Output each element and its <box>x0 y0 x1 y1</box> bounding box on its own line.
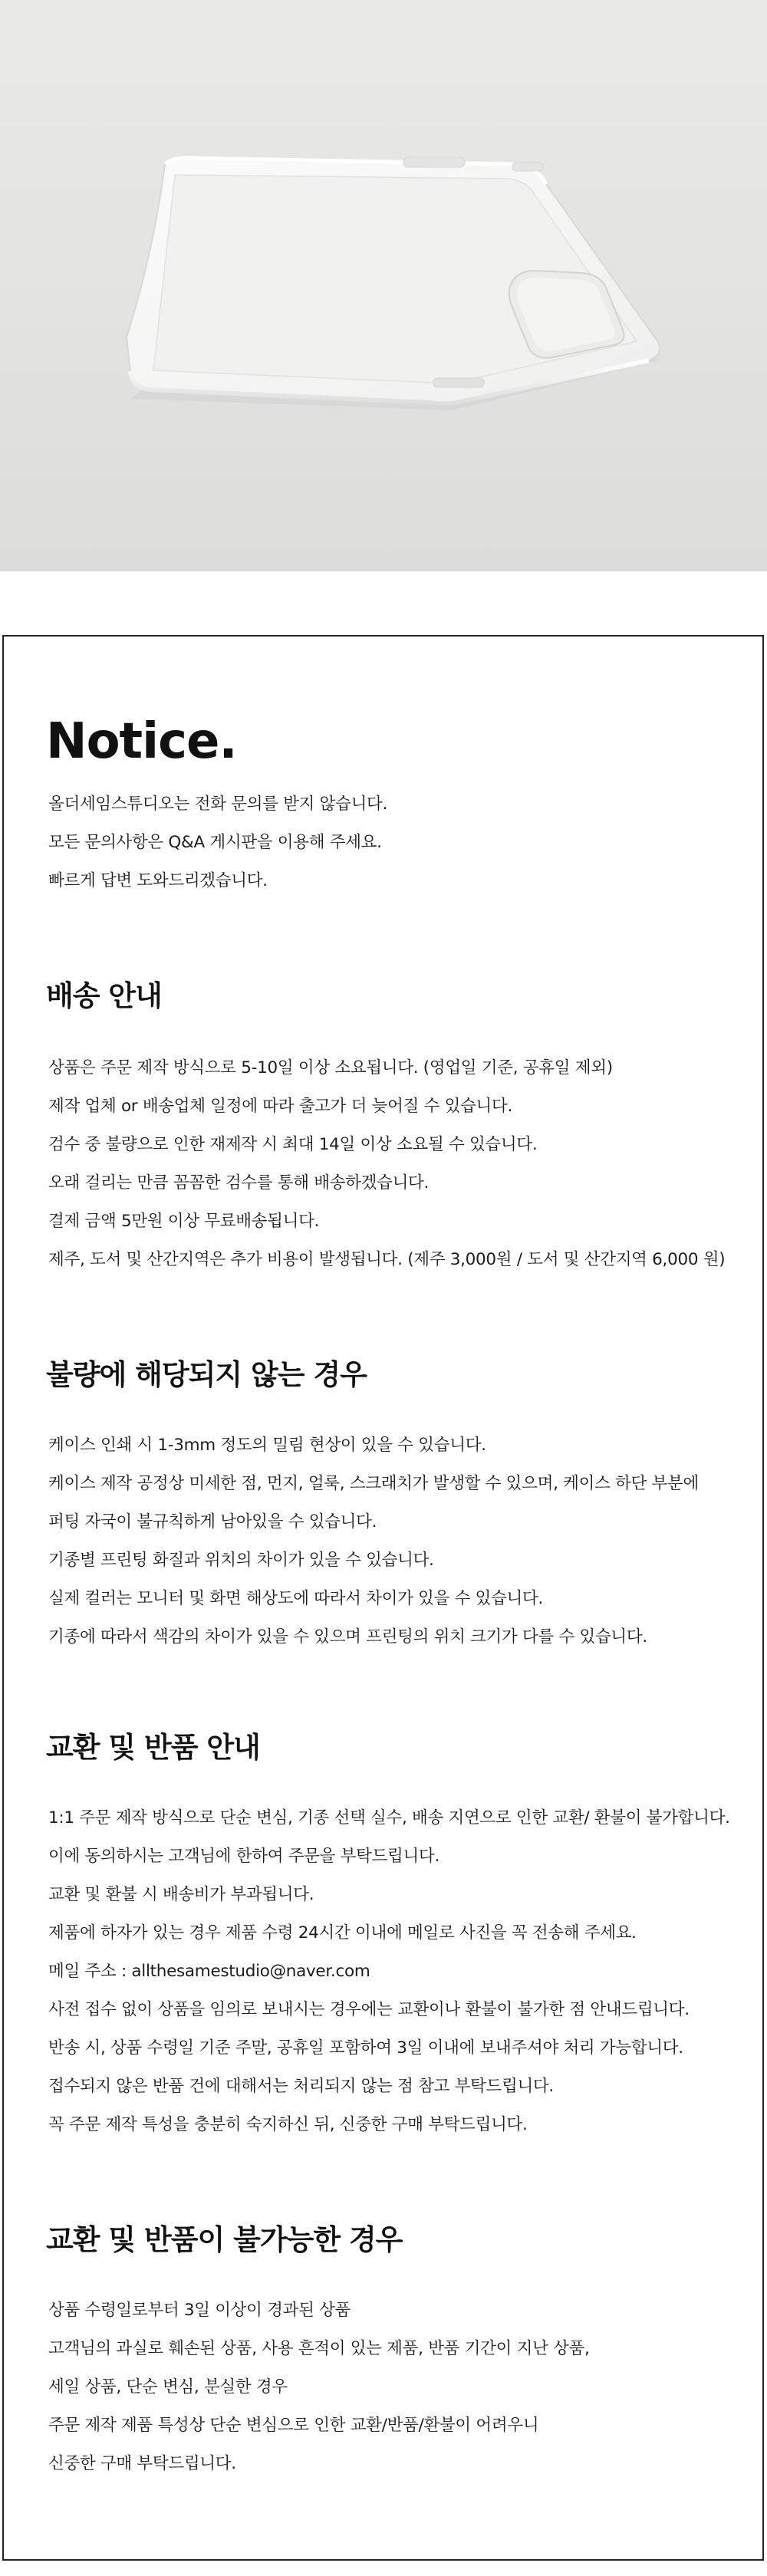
no-return-list <box>48 2291 590 2483</box>
shipping-line: 제작 업체 or 배송업체 일정에 따라 출고가 더 늦어질 수 있습니다. <box>48 1097 512 1116</box>
exchange-line: 사전 접수 없이 상품을 임의로 보내시는 경우에는 교환이나 환불이 불가한 점 안내드립니다. <box>48 2000 690 2019</box>
exchange-line: 메일 주소 : allthesamestudio@naver.com <box>48 1962 370 1981</box>
shipping-title: 배송 안내 <box>46 979 162 1012</box>
not-defect-title: 불량에 해당되지 않는 경우 <box>46 1358 367 1391</box>
not-defect-line: 케이스 제작 공정상 미세한 점, 먼지, 얼룩, 스크래치가 발생할 수 있으며, 케이스 하단 부분에 <box>48 1474 699 1493</box>
no-return-line: 고객님의 과실로 훼손된 상품, 사용 흔적이 있는 제품, 반품 기간이 지난 상품, <box>48 2339 590 2358</box>
intro-line: 모든 문의사항은 Q&A 게시판을 이용해 주세요. <box>48 833 382 852</box>
shipping-line: 상품은 주문 제작 방식으로 5-10일 이상 소요됩니다. (영업일 기준, 공휴일 제외) <box>48 1058 613 1077</box>
no-return-line: 상품 수령일로부터 3일 이상이 경과된 상품 <box>48 2301 351 2320</box>
not-defect-line: 실제 컬러는 모니터 및 화면 해상도에 따라서 차이가 있을 수 있습니다. <box>48 1589 544 1608</box>
not-defect-line: 기종별 프린팅 화질과 위치의 차이가 있을 수 있습니다. <box>48 1551 434 1570</box>
notice-title: Notice. <box>46 713 237 770</box>
notice-panel <box>2 635 764 2561</box>
shipping-line: 검수 중 불량으로 인한 재제작 시 최대 14일 이상 소요될 수 있습니다. <box>48 1135 538 1154</box>
notice-intro <box>48 785 387 900</box>
not-defect-line: 기종에 따라서 색감의 차이가 있을 수 있으며 프린팅의 위치 크기가 다를 수 있습니다. <box>48 1627 647 1647</box>
exchange-line: 이에 동의하시는 고객님에 한하여 주문을 부탁드립니다. <box>48 1847 439 1866</box>
intro-line: 올더세임스튜디오는 전화 문의를 받지 않습니다. <box>48 795 388 814</box>
exchange-line: 접수되지 않은 반품 건에 대해서는 처리되지 않는 점 참고 부탁드립니다. <box>48 2077 554 2096</box>
not-defect-line: 퍼팅 자국이 불규칙하게 남아있을 수 있습니다. <box>48 1512 377 1531</box>
intro-line: 빠르게 답변 도와드리겠습니다. <box>48 871 268 890</box>
no-return-title: 교환 및 반품이 불가능한 경우 <box>46 2223 403 2256</box>
no-return-line: 세일 상품, 단순 변심, 분실한 경우 <box>48 2377 288 2397</box>
exchange-line: 반송 시, 상품 수령일 기준 주말, 공휴일 포함하여 3일 이내에 보내주셔야 처리 가능합니다. <box>48 2038 683 2058</box>
shipping-line: 결제 금액 5만원 이상 무료배송됩니다. <box>48 1212 320 1231</box>
exchange-line: 꼭 주문 제작 특성을 충분히 숙지하신 뒤, 신중한 구매 부탁드립니다. <box>48 2115 528 2134</box>
product-photo <box>0 0 767 571</box>
shipping-line: 제주, 도서 및 산간지역은 추가 비용이 발생됩니다. (제주 3,000원 / 도서 및 산간지역 6,000 원) <box>48 1250 726 1269</box>
shipping-list <box>48 1049 725 1279</box>
exchange-list <box>48 1799 730 2144</box>
no-return-line: 신중한 구매 부탁드립니다. <box>48 2454 236 2473</box>
no-return-line: 주문 제작 제품 특성상 단순 변심으로 인한 교환/반품/환불이 어려우니 <box>48 2416 539 2435</box>
exchange-title: 교환 및 반품 안내 <box>46 1731 260 1764</box>
exchange-line: 제품에 하자가 있는 경우 제품 수령 24시간 이내에 메일로 사진을 꼭 전송해 주세요. <box>48 1923 637 1943</box>
not-defect-list <box>48 1426 699 1656</box>
shipping-line: 오래 걸리는 만큼 꼼꼼한 검수를 통해 배송하겠습니다. <box>48 1173 430 1193</box>
phone-case-image <box>0 0 767 571</box>
not-defect-line: 케이스 인쇄 시 1-3mm 정도의 밀림 현상이 있을 수 있습니다. <box>48 1436 486 1455</box>
exchange-line: 교환 및 환불 시 배송비가 부과됩니다. <box>48 1885 314 1904</box>
exchange-line: 1:1 주문 제작 방식으로 단순 변심, 기종 선택 실수, 배송 지연으로 인한 교환/ 환불이 불가합니다. <box>48 1808 730 1828</box>
